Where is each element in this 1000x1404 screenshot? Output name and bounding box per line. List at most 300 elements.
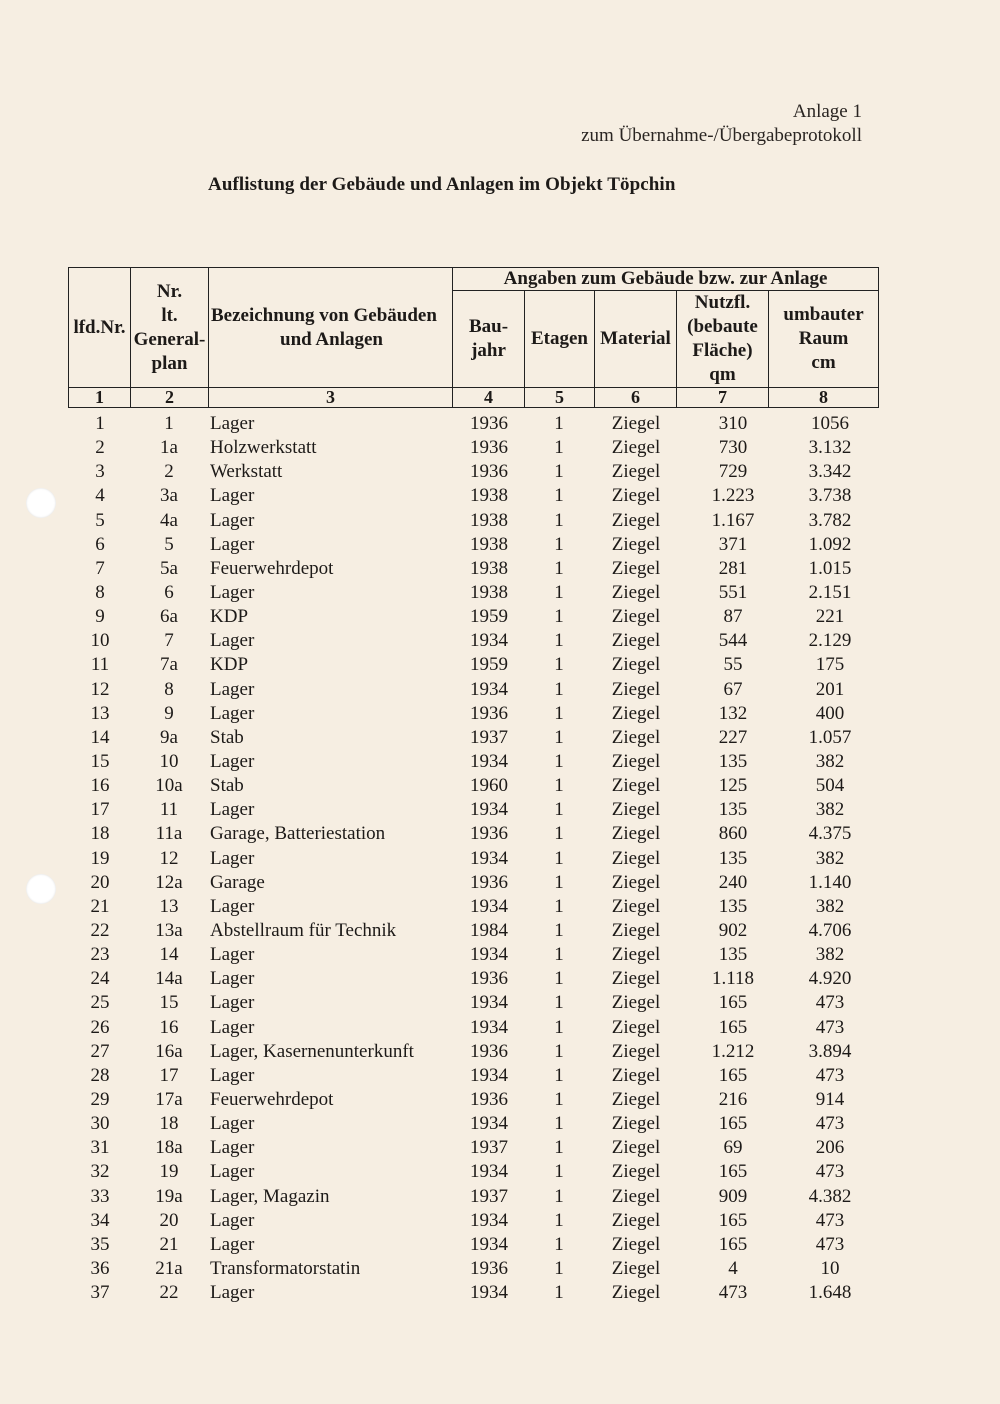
row-bezeichnung: Lager: [210, 581, 255, 603]
table-row: [68, 1112, 878, 1136]
row-umbauter-raum: 400: [815, 702, 845, 724]
table-row: [68, 1088, 878, 1112]
row-material: Ziegel: [611, 750, 661, 772]
row-baujahr: 1934: [470, 750, 508, 772]
row-material: Ziegel: [611, 1185, 661, 1207]
row-lfdnr: 28: [90, 1064, 110, 1086]
header-baujahr: Bau- jahr: [453, 291, 525, 388]
row-material: Ziegel: [611, 1040, 661, 1062]
row-generalplan-nr: 14: [159, 944, 179, 966]
row-nutzflaeche: 281: [718, 557, 748, 579]
row-umbauter-raum: 382: [815, 944, 845, 966]
table-row: [68, 1257, 878, 1281]
table-row: [68, 605, 878, 629]
column-number: 5: [525, 388, 595, 408]
row-lfdnr: 5: [95, 509, 105, 531]
row-baujahr: 1936: [470, 461, 508, 483]
row-baujahr: 1936: [470, 437, 508, 459]
table-row: [68, 557, 878, 581]
row-baujahr: 1960: [470, 775, 508, 797]
table-row: [68, 991, 878, 1015]
row-material: Ziegel: [611, 606, 661, 628]
row-nutzflaeche: 165: [718, 1113, 748, 1135]
row-generalplan-nr: 21a: [155, 1257, 183, 1279]
row-baujahr: 1934: [470, 895, 508, 917]
column-number-row: [69, 388, 879, 408]
row-bezeichnung: Lager: [210, 1161, 255, 1183]
row-etagen: 1: [554, 1016, 564, 1038]
row-etagen: 1: [554, 485, 564, 507]
annex-note: [581, 100, 862, 148]
row-umbauter-raum: 382: [815, 799, 845, 821]
row-etagen: 1: [554, 1040, 564, 1062]
row-bezeichnung: Lager: [210, 799, 255, 821]
row-umbauter-raum: 1.140: [808, 871, 852, 893]
row-generalplan-nr: 10: [159, 750, 179, 772]
row-umbauter-raum: 1.057: [808, 726, 852, 748]
row-lfdnr: 36: [90, 1257, 110, 1279]
row-lfdnr: 26: [90, 1016, 110, 1038]
row-lfdnr: 10: [90, 630, 110, 652]
row-nutzflaeche: 135: [718, 944, 748, 966]
row-baujahr: 1938: [470, 509, 508, 531]
row-material: Ziegel: [611, 461, 661, 483]
row-material: Ziegel: [611, 919, 661, 941]
row-etagen: 1: [554, 944, 564, 966]
row-lfdnr: 3: [95, 461, 105, 483]
row-umbauter-raum: 4.382: [808, 1185, 852, 1207]
row-generalplan-nr: 19: [159, 1161, 179, 1183]
row-nutzflaeche: 69: [723, 1137, 743, 1159]
row-nutzflaeche: 240: [718, 871, 748, 893]
row-umbauter-raum: 473: [815, 1113, 845, 1135]
row-baujahr: 1934: [470, 1161, 508, 1183]
row-etagen: 1: [554, 557, 564, 579]
row-bezeichnung: Lager: [210, 1064, 255, 1086]
row-material: Ziegel: [611, 847, 661, 869]
row-generalplan-nr: 19a: [155, 1185, 183, 1207]
table-row: [68, 871, 878, 895]
row-generalplan-nr: 1: [164, 413, 174, 434]
row-material: Ziegel: [611, 437, 661, 459]
row-bezeichnung: Lager: [210, 1137, 255, 1159]
row-bezeichnung: Lager: [210, 630, 255, 652]
row-etagen: 1: [554, 1064, 564, 1086]
row-nutzflaeche: 165: [718, 1016, 748, 1038]
row-umbauter-raum: 473: [815, 1233, 845, 1255]
row-etagen: 1: [554, 895, 564, 917]
table-row: [68, 967, 878, 991]
table-row: [68, 1160, 878, 1184]
row-etagen: 1: [554, 1209, 564, 1231]
row-material: Ziegel: [611, 1064, 661, 1086]
row-generalplan-nr: 4a: [160, 509, 178, 531]
row-baujahr: 1938: [470, 581, 508, 603]
row-umbauter-raum: 3.894: [808, 1040, 852, 1062]
row-bezeichnung: Lager: [210, 847, 255, 869]
row-umbauter-raum: 4.920: [808, 968, 852, 990]
header-bezeichnung: Bezeichnung von Gebäuden und Anlagen: [209, 268, 453, 388]
table-row: [68, 750, 878, 774]
row-nutzflaeche: 310: [718, 413, 748, 434]
row-etagen: 1: [554, 413, 564, 434]
table-row: [68, 1185, 878, 1209]
row-umbauter-raum: 4.375: [808, 823, 852, 845]
row-generalplan-nr: 3a: [160, 485, 178, 507]
punch-hole-bottom: [26, 874, 56, 904]
row-generalplan-nr: 17: [159, 1064, 179, 1086]
row-baujahr: 1934: [470, 630, 508, 652]
row-umbauter-raum: 1.092: [808, 533, 852, 555]
table-row: [68, 774, 878, 798]
row-nutzflaeche: 135: [718, 799, 748, 821]
row-etagen: 1: [554, 775, 564, 797]
table-row: [68, 822, 878, 846]
row-nutzflaeche: 473: [718, 1282, 748, 1304]
row-generalplan-nr: 6a: [160, 606, 178, 628]
row-bezeichnung: Lager, Kasernenunterkunft: [210, 1040, 414, 1062]
row-bezeichnung: Feuerwehrdepot: [210, 557, 334, 579]
row-baujahr: 1938: [470, 485, 508, 507]
row-etagen: 1: [554, 1113, 564, 1135]
row-generalplan-nr: 2: [164, 461, 174, 483]
row-nutzflaeche: 165: [718, 992, 748, 1014]
row-bezeichnung: KDP: [210, 654, 249, 676]
row-bezeichnung: Garage: [210, 871, 265, 893]
row-umbauter-raum: 3.132: [808, 437, 852, 459]
row-umbauter-raum: 473: [815, 1209, 845, 1231]
row-lfdnr: 37: [90, 1282, 110, 1304]
column-number: 1: [69, 388, 131, 408]
header-etagen: Etagen: [525, 291, 595, 388]
header-group: Angaben zum Gebäude bzw. zur Anlage: [453, 268, 879, 291]
table-row: [68, 581, 878, 605]
header-nutzflaeche: Nutzfl. (bebaute Fläche) qm: [677, 291, 769, 388]
row-baujahr: 1938: [470, 533, 508, 555]
row-etagen: 1: [554, 1233, 564, 1255]
annex-line-1: Anlage 1: [792, 101, 862, 122]
row-material: Ziegel: [611, 1161, 661, 1183]
row-material: Ziegel: [611, 678, 661, 700]
row-bezeichnung: Lager: [210, 895, 255, 917]
row-umbauter-raum: 473: [815, 1161, 845, 1183]
row-nutzflaeche: 730: [718, 437, 748, 459]
row-lfdnr: 19: [90, 847, 110, 869]
row-generalplan-nr: 15: [159, 992, 179, 1014]
row-baujahr: 1937: [470, 1137, 508, 1159]
row-lfdnr: 8: [95, 581, 105, 603]
row-baujahr: 1934: [470, 1209, 508, 1231]
row-etagen: 1: [554, 437, 564, 459]
row-umbauter-raum: 914: [815, 1088, 845, 1110]
table-row: [68, 412, 878, 436]
row-etagen: 1: [554, 1137, 564, 1159]
row-lfdnr: 30: [90, 1113, 110, 1135]
row-lfdnr: 14: [90, 726, 110, 748]
table-header: [68, 267, 879, 408]
row-generalplan-nr: 14a: [155, 968, 183, 990]
row-bezeichnung: Lager: [210, 413, 255, 434]
row-lfdnr: 6: [95, 533, 105, 555]
row-material: Ziegel: [611, 581, 661, 603]
row-umbauter-raum: 473: [815, 1064, 845, 1086]
row-etagen: 1: [554, 847, 564, 869]
row-generalplan-nr: 18a: [155, 1137, 183, 1159]
row-material: Ziegel: [611, 775, 661, 797]
row-generalplan-nr: 5a: [160, 557, 178, 579]
table-row: [68, 1016, 878, 1040]
row-bezeichnung: Lager: [210, 1209, 255, 1231]
row-etagen: 1: [554, 678, 564, 700]
row-umbauter-raum: 473: [815, 1016, 845, 1038]
header-lfdnr: lfd.Nr.: [69, 268, 131, 388]
row-material: Ziegel: [611, 654, 661, 676]
table-row: [68, 460, 878, 484]
row-etagen: 1: [554, 823, 564, 845]
table-row: [68, 1233, 878, 1257]
row-generalplan-nr: 18: [159, 1113, 179, 1135]
row-generalplan-nr: 9: [164, 702, 174, 724]
row-nutzflaeche: 132: [718, 702, 748, 724]
table-row: [68, 653, 878, 677]
row-material: Ziegel: [611, 895, 661, 917]
table-row: [68, 943, 878, 967]
row-lfdnr: 25: [90, 992, 110, 1014]
row-nutzflaeche: 1.118: [711, 968, 755, 990]
row-material: Ziegel: [611, 413, 661, 434]
row-generalplan-nr: 17a: [155, 1088, 183, 1110]
row-generalplan-nr: 7: [164, 630, 174, 652]
row-bezeichnung: Lager: [210, 992, 255, 1014]
table-row: [68, 1040, 878, 1064]
row-material: Ziegel: [611, 1209, 661, 1231]
row-nutzflaeche: 216: [718, 1088, 748, 1110]
row-etagen: 1: [554, 1282, 564, 1304]
row-nutzflaeche: 544: [718, 630, 748, 652]
row-generalplan-nr: 20: [159, 1209, 179, 1231]
row-material: Ziegel: [611, 702, 661, 724]
row-etagen: 1: [554, 1088, 564, 1110]
row-bezeichnung: Lager: [210, 533, 255, 555]
table-row: [68, 702, 878, 726]
row-lfdnr: 29: [90, 1088, 110, 1110]
row-bezeichnung: Stab: [210, 775, 244, 797]
row-bezeichnung: Feuerwehrdepot: [210, 1088, 334, 1110]
row-baujahr: 1934: [470, 847, 508, 869]
table-row: [68, 919, 878, 943]
column-number: 8: [769, 388, 879, 408]
row-umbauter-raum: 10: [820, 1257, 840, 1279]
row-baujahr: 1934: [470, 1016, 508, 1038]
row-nutzflaeche: 1.212: [711, 1040, 755, 1062]
row-lfdnr: 15: [90, 750, 110, 772]
row-generalplan-nr: 5: [164, 533, 174, 555]
row-nutzflaeche: 371: [718, 533, 748, 555]
row-etagen: 1: [554, 726, 564, 748]
row-bezeichnung: Lager: [210, 944, 255, 966]
row-lfdnr: 22: [90, 919, 110, 941]
row-nutzflaeche: 165: [718, 1064, 748, 1086]
row-material: Ziegel: [611, 1233, 661, 1255]
row-nutzflaeche: 4: [728, 1257, 738, 1279]
row-baujahr: 1934: [470, 678, 508, 700]
row-material: Ziegel: [611, 992, 661, 1014]
row-nutzflaeche: 87: [723, 606, 743, 628]
row-umbauter-raum: 206: [815, 1137, 845, 1159]
row-generalplan-nr: 1a: [160, 437, 178, 459]
row-etagen: 1: [554, 750, 564, 772]
row-material: Ziegel: [611, 944, 661, 966]
row-lfdnr: 35: [90, 1233, 110, 1255]
row-baujahr: 1936: [470, 1040, 508, 1062]
row-nutzflaeche: 551: [718, 581, 748, 603]
row-baujahr: 1984: [470, 919, 508, 941]
row-bezeichnung: Transformatorstatin: [210, 1257, 361, 1279]
row-nutzflaeche: 55: [723, 654, 743, 676]
row-lfdnr: 2: [95, 437, 105, 459]
table-row: [68, 629, 878, 653]
row-nutzflaeche: 165: [718, 1161, 748, 1183]
row-etagen: 1: [554, 630, 564, 652]
row-generalplan-nr: 9a: [160, 726, 178, 748]
row-generalplan-nr: 16: [159, 1016, 179, 1038]
row-etagen: 1: [554, 799, 564, 821]
row-generalplan-nr: 11: [159, 799, 179, 821]
row-material: Ziegel: [611, 1137, 661, 1159]
row-nutzflaeche: 135: [718, 847, 748, 869]
row-etagen: 1: [554, 919, 564, 941]
row-lfdnr: 27: [90, 1040, 110, 1062]
column-number: 7: [677, 388, 769, 408]
row-lfdnr: 7: [95, 557, 105, 579]
row-baujahr: 1934: [470, 944, 508, 966]
row-material: Ziegel: [611, 1282, 661, 1304]
row-baujahr: 1936: [470, 1257, 508, 1279]
row-material: Ziegel: [611, 1257, 661, 1279]
row-nutzflaeche: 135: [718, 895, 748, 917]
row-bezeichnung: Lager: [210, 1113, 255, 1135]
row-nutzflaeche: 1.223: [711, 485, 755, 507]
row-baujahr: 1936: [470, 1088, 508, 1110]
row-nutzflaeche: 227: [718, 726, 748, 748]
table-row: [68, 533, 878, 557]
row-bezeichnung: Lager: [210, 1282, 255, 1304]
row-bezeichnung: Lager: [210, 678, 255, 700]
row-nutzflaeche: 125: [718, 775, 748, 797]
row-umbauter-raum: 1056: [811, 413, 849, 434]
row-material: Ziegel: [611, 823, 661, 845]
table-row: [68, 847, 878, 871]
row-lfdnr: 32: [90, 1161, 110, 1183]
row-etagen: 1: [554, 1257, 564, 1279]
building-list: [68, 412, 878, 1305]
row-lfdnr: 1: [95, 413, 105, 434]
row-etagen: 1: [554, 581, 564, 603]
table-row: [68, 1209, 878, 1233]
row-baujahr: 1959: [470, 606, 508, 628]
row-generalplan-nr: 16a: [155, 1040, 183, 1062]
row-generalplan-nr: 21: [159, 1233, 179, 1255]
row-umbauter-raum: 382: [815, 895, 845, 917]
row-umbauter-raum: 3.782: [808, 509, 852, 531]
header-material: Material: [595, 291, 677, 388]
row-lfdnr: 23: [90, 944, 110, 966]
row-bezeichnung: Stab: [210, 726, 244, 748]
row-lfdnr: 20: [90, 871, 110, 893]
row-etagen: 1: [554, 461, 564, 483]
row-umbauter-raum: 4.706: [808, 919, 852, 941]
row-lfdnr: 31: [90, 1137, 110, 1159]
row-nutzflaeche: 1.167: [711, 509, 755, 531]
row-baujahr: 1938: [470, 557, 508, 579]
row-baujahr: 1936: [470, 871, 508, 893]
row-material: Ziegel: [611, 1088, 661, 1110]
row-umbauter-raum: 201: [815, 678, 845, 700]
row-bezeichnung: Abstellraum für Technik: [210, 919, 397, 941]
table-row: [68, 678, 878, 702]
row-lfdnr: 13: [90, 702, 110, 724]
row-bezeichnung: Garage, Batteriestation: [210, 823, 386, 845]
row-generalplan-nr: 13: [159, 895, 179, 917]
row-umbauter-raum: 504: [815, 775, 845, 797]
row-generalplan-nr: 7a: [160, 654, 178, 676]
row-lfdnr: 4: [95, 485, 105, 507]
row-nutzflaeche: 902: [718, 919, 748, 941]
row-umbauter-raum: 175: [815, 654, 845, 676]
row-material: Ziegel: [611, 1113, 661, 1135]
row-umbauter-raum: 2.129: [808, 630, 852, 652]
row-baujahr: 1934: [470, 1064, 508, 1086]
row-baujahr: 1936: [470, 413, 508, 434]
row-umbauter-raum: 1.648: [808, 1282, 852, 1304]
row-baujahr: 1937: [470, 1185, 508, 1207]
row-bezeichnung: Lager: [210, 485, 255, 507]
row-material: Ziegel: [611, 726, 661, 748]
column-number: 4: [453, 388, 525, 408]
row-umbauter-raum: 382: [815, 847, 845, 869]
row-lfdnr: 16: [90, 775, 110, 797]
row-generalplan-nr: 11a: [155, 823, 183, 845]
row-baujahr: 1936: [470, 702, 508, 724]
row-etagen: 1: [554, 871, 564, 893]
row-bezeichnung: Lager: [210, 968, 255, 990]
row-lfdnr: 18: [90, 823, 110, 845]
document-title: Auflistung der Gebäude und Anlagen im Objekt Töpchin: [208, 174, 676, 195]
row-bezeichnung: Lager: [210, 1016, 255, 1038]
row-generalplan-nr: 8: [164, 678, 174, 700]
row-umbauter-raum: 221: [815, 606, 845, 628]
row-bezeichnung: Lager: [210, 509, 255, 531]
row-baujahr: 1934: [470, 1233, 508, 1255]
row-baujahr: 1936: [470, 823, 508, 845]
table-row: [68, 1136, 878, 1160]
column-number: 6: [595, 388, 677, 408]
table-row: [68, 1281, 878, 1305]
row-material: Ziegel: [611, 509, 661, 531]
table-row: [68, 798, 878, 822]
row-etagen: 1: [554, 992, 564, 1014]
row-material: Ziegel: [611, 1016, 661, 1038]
row-lfdnr: 12: [90, 678, 110, 700]
row-generalplan-nr: 10a: [155, 775, 183, 797]
table-row: [68, 509, 878, 533]
table-row: [68, 895, 878, 919]
row-baujahr: 1936: [470, 968, 508, 990]
row-lfdnr: 24: [90, 968, 110, 990]
row-material: Ziegel: [611, 871, 661, 893]
row-nutzflaeche: 909: [718, 1185, 748, 1207]
row-baujahr: 1934: [470, 992, 508, 1014]
